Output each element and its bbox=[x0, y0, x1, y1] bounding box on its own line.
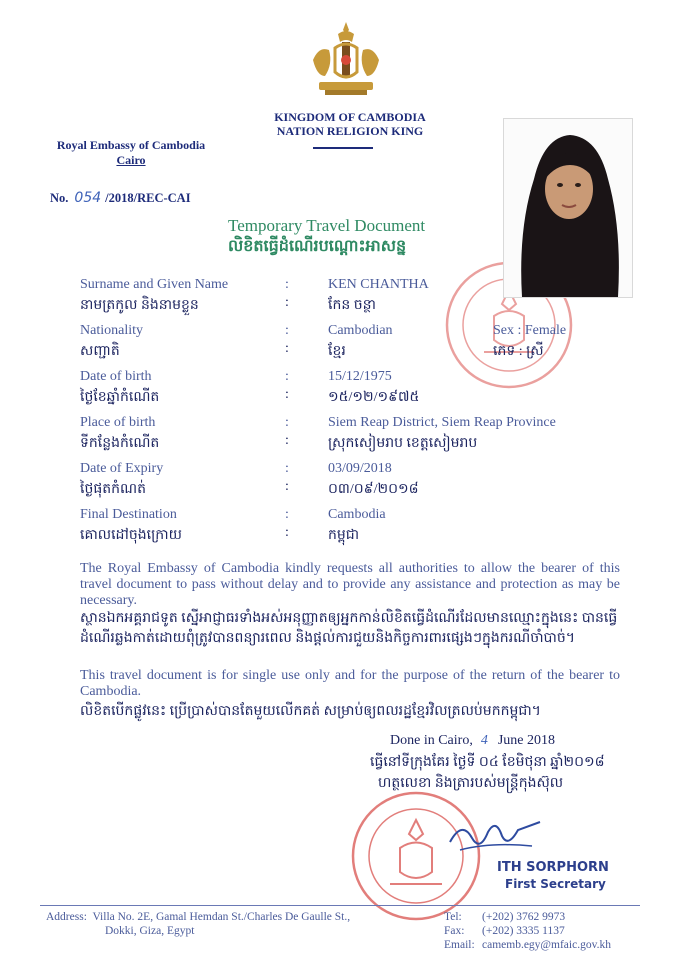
field-colon: : bbox=[285, 341, 289, 356]
field-label-khmer: ថ្ងៃផុតកំណត់ bbox=[80, 482, 146, 497]
field-label: Place of birth bbox=[80, 415, 156, 430]
address-line: Dokki, Giza, Egypt bbox=[105, 925, 195, 937]
issue-date bbox=[390, 733, 555, 749]
field-value-khmer: ០៣/០៩/២០១៨ bbox=[328, 482, 419, 497]
field-label: Surname and Given Name bbox=[80, 277, 229, 292]
field-value-khmer: ស្រុកសៀមរាប ខេត្តសៀមរាប bbox=[328, 436, 478, 451]
field-label: Date of birth bbox=[80, 369, 152, 384]
tel-label: Tel: bbox=[444, 911, 462, 923]
field-colon: : bbox=[285, 415, 289, 430]
officer-title: First Secretary bbox=[505, 877, 606, 891]
sex-field: Sex : Female bbox=[493, 323, 567, 338]
field-label: Final Destination bbox=[80, 507, 177, 522]
issue-day: 4 bbox=[480, 733, 488, 748]
field-date-of-birth bbox=[80, 369, 640, 413]
field-colon: : bbox=[285, 433, 289, 448]
fax-label: Fax: bbox=[444, 925, 465, 937]
field-name bbox=[80, 277, 640, 321]
field-colon: : bbox=[285, 369, 289, 384]
address-label: Address: bbox=[46, 911, 87, 923]
officer-name: ITH SORPHORN bbox=[497, 860, 609, 875]
embassy-contact bbox=[444, 910, 611, 952]
motto-line: NATION RELIGION KING bbox=[276, 124, 424, 138]
field-label-khmer: គោលដៅចុងក្រោយ bbox=[80, 528, 182, 543]
issue-date-khmer: ធ្វើនៅទីក្រុងគែរ ថ្ងៃទី ០៤ ខែមិថុនា ឆ្នាំ២០១៨ bbox=[370, 755, 605, 770]
sex-field-khmer: ភេទ : ស្រី bbox=[493, 344, 544, 359]
field-colon: : bbox=[285, 387, 289, 402]
request-paragraph-khmer: ស្ថានឯកអគ្គរាជទូត ស្នើអាជ្ញាធរទាំងអស់អនុញ្ញាតឲ្យអ្នកកាន់លិខិតធ្វើដំណើរដែលមានឈ្មោះក្នុងនេះ បានធ្វើដំណើរឆ្លងកាត់ដោយពុំត្រូវបានពន្យារពេល និងផ្ដល់ការជួយនិងកិច្ចការពារផ្សេងៗក្នុងករណីចាំបាច់។ bbox=[80, 611, 618, 646]
document-title: Temporary Travel Document bbox=[228, 216, 426, 235]
field-value: Cambodian bbox=[328, 323, 393, 338]
fax-value: (+202) 3335 1137 bbox=[482, 925, 565, 937]
field-value-khmer: កម្ពុជា bbox=[328, 528, 360, 543]
issue-place: Done in Cairo, bbox=[390, 733, 473, 748]
field-value: Cambodia bbox=[328, 507, 386, 522]
usage-paragraph: This travel document is for single use only and for the purpose of the return of the bearer to Cambodia. bbox=[80, 668, 620, 699]
embassy-city: Cairo bbox=[116, 153, 146, 167]
field-value: Siem Reap District, Siem Reap Province bbox=[328, 415, 556, 430]
usage-paragraph-khmer: លិខិតបើកផ្លូវនេះ ប្រើប្រាស់បានតែមួយលើកគត់ សម្រាប់ឲ្យពលរដ្ឋខ្មែរវិលត្រលប់មកកម្ពុជា។ bbox=[80, 704, 541, 719]
field-label-khmer: ទីកន្លែងកំណើត bbox=[80, 436, 160, 451]
issue-month-year: June 2018 bbox=[497, 733, 555, 748]
bearer-photo bbox=[503, 118, 633, 298]
address-line: Villa No. 2E, Gamal Hemdan St./Charles De Gaulle St., bbox=[92, 911, 351, 923]
ref-number: 054 bbox=[74, 190, 102, 206]
kingdom-line: KINGDOM OF CAMBODIA bbox=[274, 110, 426, 124]
handwritten-signature bbox=[440, 812, 550, 862]
signature-caption-khmer: ហត្ថលេខា និងត្រារបស់មន្ត្រីកុងស៊ុល bbox=[378, 776, 564, 791]
email-label: Email: bbox=[444, 939, 475, 951]
embassy-name: Royal Embassy of Cambodia bbox=[56, 138, 206, 152]
field-colon: : bbox=[285, 277, 289, 292]
royal-coat-of-arms-icon bbox=[305, 20, 387, 102]
field-label: Date of Expiry bbox=[80, 461, 164, 476]
ref-suffix: /2018/REC-CAI bbox=[105, 191, 191, 205]
field-colon: : bbox=[285, 295, 289, 310]
embassy-heading bbox=[46, 138, 216, 168]
divider bbox=[313, 147, 373, 149]
field-value-khmer: ខ្មែរ bbox=[328, 344, 346, 359]
field-final-destination bbox=[80, 507, 640, 551]
field-value-khmer: កែន ចន្ថា bbox=[328, 298, 376, 313]
field-colon: : bbox=[285, 323, 289, 338]
footer-divider bbox=[40, 905, 640, 906]
bearer-portrait bbox=[504, 119, 632, 297]
field-label-khmer: នាមត្រកូល និងនាមខ្លួន bbox=[80, 298, 199, 313]
embassy-address bbox=[46, 910, 350, 938]
ref-prefix: No. bbox=[50, 191, 69, 205]
field-label: Nationality bbox=[80, 323, 143, 338]
field-colon: : bbox=[285, 525, 289, 540]
field-place-of-birth bbox=[80, 415, 640, 459]
field-label-khmer: ថ្ងៃខែឆ្នាំកំណើត bbox=[80, 390, 160, 405]
reference-number bbox=[50, 190, 191, 206]
field-date-of-expiry bbox=[80, 461, 640, 505]
field-colon: : bbox=[285, 461, 289, 476]
field-colon: : bbox=[285, 479, 289, 494]
email-value: camemb.egy@mfaic.gov.kh bbox=[482, 939, 611, 951]
field-value: KEN CHANTHA bbox=[328, 277, 429, 292]
kingdom-heading bbox=[260, 110, 440, 138]
tel-value: (+202) 3762 9973 bbox=[482, 911, 566, 923]
field-value: 03/09/2018 bbox=[328, 461, 392, 476]
field-colon: : bbox=[285, 507, 289, 522]
field-value-khmer: ១៥/១២/១៩៧៥ bbox=[328, 390, 420, 405]
field-label-khmer: សញ្ជាតិ bbox=[80, 344, 120, 359]
field-value: 15/12/1975 bbox=[328, 369, 392, 384]
document-title-khmer: លិខិតធ្វើដំណើរបណ្ដោះអាសន្ន bbox=[228, 238, 407, 255]
request-paragraph: The Royal Embassy of Cambodia kindly requests all authorities to allow the bearer of this travel document to pass without delay and to provide any assistance and protection as may be necessary. bbox=[80, 561, 620, 608]
